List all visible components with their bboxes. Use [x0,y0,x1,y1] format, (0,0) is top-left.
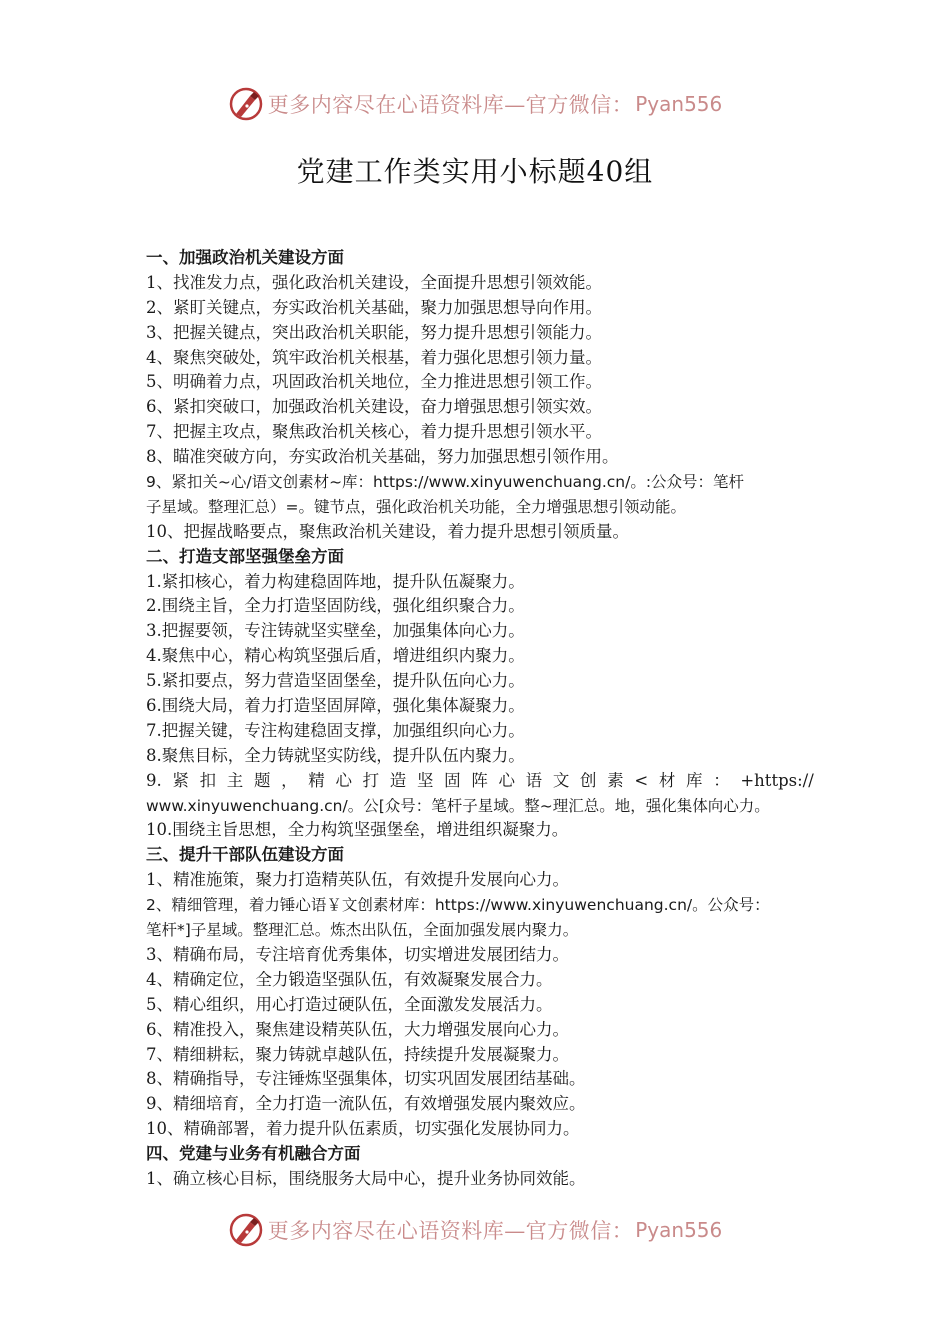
list-item: 10、把握战略要点，聚焦政治机关建设，着力提升思想引领质量。 [146,521,629,541]
banner-text: 更多内容尽在心语资料库—官方微信： [267,1219,634,1243]
section-heading: 一、加强政治机关建设方面 [146,248,344,267]
section-heading: 三、提升干部队伍建设方面 [146,845,344,865]
list-item: 5.紧扣要点，努力营造坚固堡垒，提升队伍向心力。 [146,671,525,691]
list-item: 3.把握要领，专注铸就坚实壁垒，加强集体向心力。 [146,621,525,641]
list-item: 2.围绕主旨，全力打造坚固防线，强化组织聚合力。 [146,596,525,616]
list-item: 9、紧扣关~心/语文创素材~库：https://www.xinyuwenchuang.cn/。:公众号：笔杆 [146,473,745,492]
list-item: 8、精确指导，专注锤炼坚强集体，切实巩固发展团结基础。 [146,1069,586,1089]
list-item: 2、精细管理，着力锤心语￥文创素材库：https://www.xinyuwenchuang.cn/。公众号： [146,896,770,915]
list-item: 4.聚焦中心，精心构筑坚强后盾，增进组织内聚力。 [146,646,525,666]
list-item: 8.聚焦目标，全力铸就坚实防线，提升队伍内聚力。 [146,745,525,765]
list-item: 4、精确定位，全力锻造坚强队伍，有效凝聚发展合力。 [146,969,553,989]
list-item: 3、精确布局，专注培育优秀集体，切实增进发展团结力。 [146,944,569,964]
list-item: 7.把握关键，专注构建稳固支撑，加强组织向心力。 [146,720,525,740]
banner-wechat-id: Pyan556 [635,92,723,116]
list-item: 6.围绕大局，着力打造坚固屏障，强化集体凝聚力。 [146,696,525,716]
header-watermark-banner [0,82,950,126]
list-item: 5、明确着力点，巩固政治机关地位，全力推进思想引领工作。 [146,372,602,392]
list-item: 4、聚焦突破处，筑牢政治机关根基，着力强化思想引领力量。 [146,347,602,367]
list-item: 1、找准发力点，强化政治机关建设，全面提升思想引领效能。 [146,272,602,292]
list-item: 7、精细耕耘，聚力铸就卓越队伍，持续提升发展凝聚力。 [146,1044,569,1064]
list-item: 6、紧扣突破口，加强政治机关建设，奋力增强思想引领实效。 [146,397,602,417]
list-item: 3、把握关键点，突出政治机关职能，努力提升思想引领能力。 [146,322,602,342]
section-heading: 二、打造支部坚强堡垒方面 [146,546,344,566]
list-item: 2、紧盯关键点，夯实政治机关基础，聚力加强思想导向作用。 [146,297,602,317]
section-heading: 四、党建与业务有机融合方面 [146,1144,361,1164]
list-item: 10.围绕主旨思想，全力构筑坚强堡垒，增进组织凝聚力。 [146,820,569,840]
list-item: 1、确立核心目标，围绕服务大局中心，提升业务协同效能。 [146,1168,586,1188]
footer-watermark-banner [0,1208,950,1252]
list-item: 9. 紧 扣 主 题 ， 精 心 打 造 坚 固 阵 心 语 文 创 素 < 材 库 ： +https:// [146,770,814,790]
list-item: 10、精确部署，着力提升队伍素质，切实强化发展协同力。 [146,1119,580,1139]
pen-nib-logo-icon [228,86,264,122]
list-item: www.xinyuwenchuang.cn/。公[众号：笔杆子星域。整~理汇总。地，强化集体向心力。 [146,796,770,815]
page-title: 党建工作类实用小标题40组 [296,155,654,188]
list-item: 8、瞄准突破方向，夯实政治机关基础，努力加强思想引领作用。 [146,447,619,467]
list-item: 7、把握主攻点，聚焦政治机关核心，着力提升思想引领水平。 [146,422,602,442]
banner-wechat-id: Pyan556 [635,1218,723,1242]
list-item: 1、精准施策，聚力打造精英队伍，有效提升发展向心力。 [146,870,569,890]
banner-text: 更多内容尽在心语资料库—官方微信： [267,93,634,117]
list-item: 子星域。整理汇总）=。键节点，强化政治机关功能，全力增强思想引领动能。 [146,497,686,516]
list-item: 6、精准投入，聚焦建设精英队伍，大力增强发展向心力。 [146,1019,569,1039]
list-item: 笔杆*]子星域。整理汇总。炼杰出队伍，全面加强发展内聚力。 [146,921,579,940]
document-body [146,246,814,1192]
pen-nib-logo-icon [228,1212,264,1248]
list-item: 5、精心组织，用心打造过硬队伍，全面激发发展活力。 [146,994,553,1014]
list-item: 9、精细培育，全力打造一流队伍，有效增强发展内聚效应。 [146,1094,586,1114]
list-item: 1.紧扣核心，着力构建稳固阵地，提升队伍凝聚力。 [146,571,525,591]
